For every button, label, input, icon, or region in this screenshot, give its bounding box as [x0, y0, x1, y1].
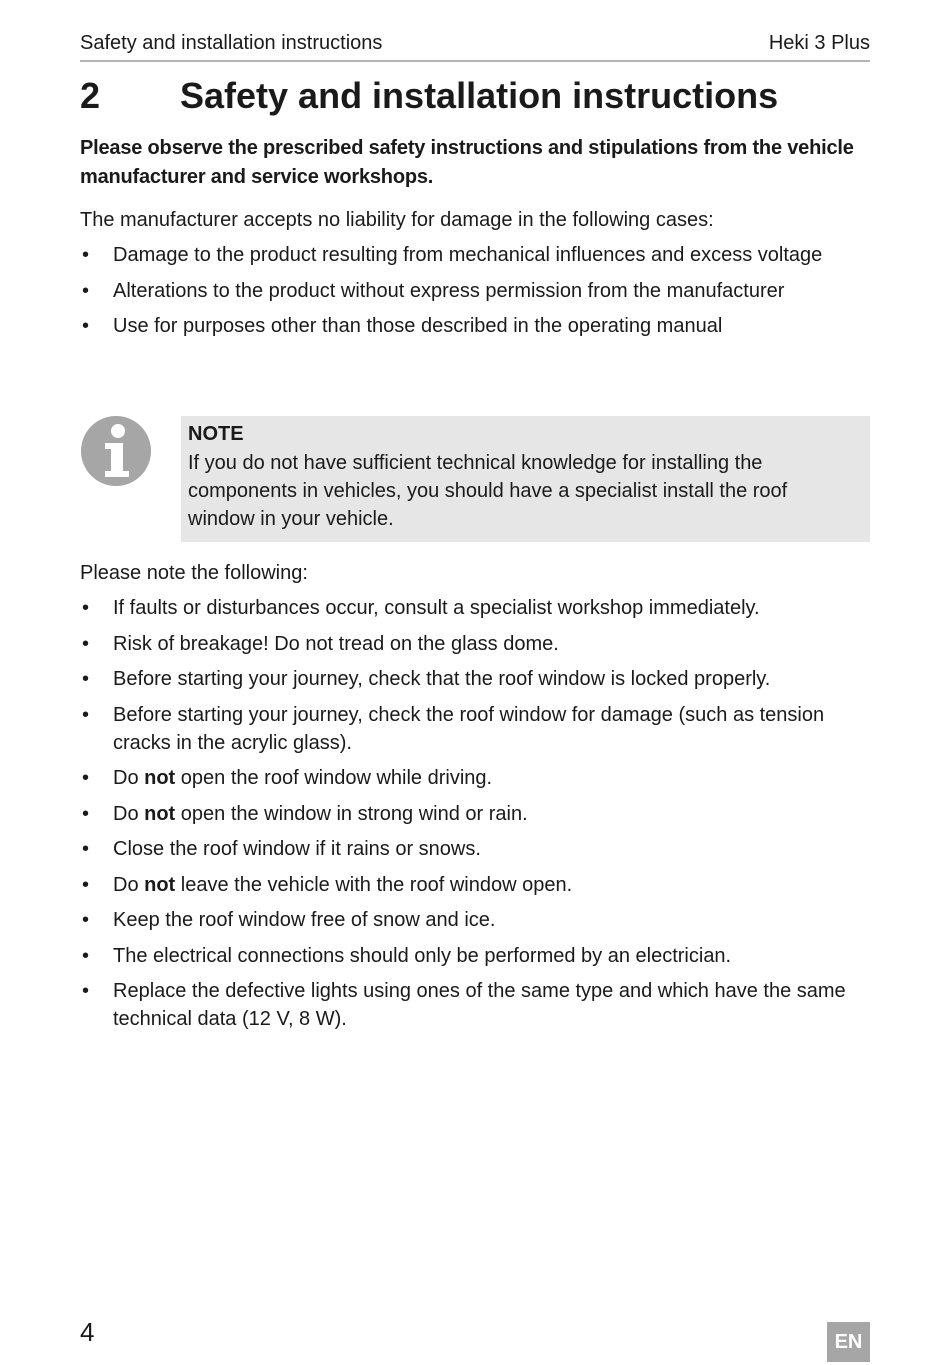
list-item-text: Close the roof window if it rains or snows. [113, 838, 481, 860]
bullet-icon: • [82, 279, 90, 302]
header-product-name: Heki 3 Plus [768, 32, 870, 54]
list-item [80, 835, 880, 863]
list-item-text: If faults or disturbances occur, consult a specialist workshop immediately. [113, 597, 760, 619]
intro-paragraph: Please observe the prescribed safety instructions and stipulations from the vehicle manufacturer and service workshops. [80, 137, 854, 188]
language-badge: EN [827, 1322, 870, 1362]
please-note-paragraph: Please note the following: [80, 562, 308, 584]
list-item [80, 241, 880, 269]
page-number: 4 [80, 1317, 95, 1347]
list-item-text: The electrical connections should only be performed by an electrician. [113, 944, 732, 967]
list-item [80, 630, 880, 658]
list-item [80, 594, 880, 622]
note-text: If you do not have sufficient technical knowledge for installing the components in vehicles, you should have a specialist install the roof window in your vehicle. [188, 452, 788, 530]
chapter-heading [80, 72, 870, 120]
list-item [80, 665, 880, 693]
list-item [80, 277, 880, 305]
bullet-icon: • [82, 668, 90, 690]
info-icon [80, 415, 152, 487]
list-item-text-pre: Do [113, 802, 145, 825]
bullet-icon: • [82, 944, 90, 967]
liability-paragraph: The manufacturer accepts no liability for damage in the following cases: [80, 209, 714, 231]
list-item [80, 312, 880, 340]
list-item [80, 701, 880, 757]
list-item-text: Use for purposes other than those described in the operating manual [113, 315, 723, 337]
liability-list [80, 241, 880, 348]
list-item [80, 906, 880, 934]
list-item-text: Keep the roof window free of snow and ice. [113, 909, 496, 931]
bullet-icon: • [82, 767, 90, 789]
list-item-text: Risk of breakage! Do not tread on the glass dome. [113, 632, 559, 655]
emphasis-not: not [144, 873, 176, 896]
list-item-text-pre: Do [113, 767, 145, 789]
list-item-text: Before starting your journey, check that the roof window is locked properly. [113, 668, 771, 690]
list-item-text: Alterations to the product without express permission from the manufacturer [113, 279, 785, 302]
bullet-icon: • [82, 873, 90, 896]
list-item [80, 942, 880, 970]
header-section-title: Safety and installation instructions [80, 32, 383, 54]
bullet-icon: • [82, 315, 90, 337]
bullet-icon: • [82, 838, 90, 860]
safety-notes-list [80, 594, 880, 1041]
list-item-text: Damage to the product resulting from mechanical influences and excess voltage [113, 244, 823, 266]
list-item-text-post: leave the vehicle with the roof window open. [175, 873, 573, 896]
bullet-icon: • [82, 909, 90, 931]
list-item-text: Before starting your journey, check the roof window for damage (such as tension cracks in the acrylic glass). [113, 703, 825, 754]
note-title: NOTE [188, 423, 244, 445]
bullet-icon: • [82, 980, 90, 1002]
list-item [80, 764, 880, 792]
chapter-title: Safety and installation instructions [180, 75, 779, 116]
note-box [181, 416, 870, 542]
list-item-text: Replace the defective lights using ones of the same type and which have the same technical data (12 V, 8 W). [113, 980, 846, 1030]
bullet-icon: • [82, 703, 90, 726]
bullet-icon: • [82, 244, 90, 266]
list-item-text-post: open the window in strong wind or rain. [175, 802, 528, 825]
bullet-icon: • [82, 597, 90, 619]
page-header [80, 30, 870, 62]
list-item-text-pre: Do [113, 873, 145, 896]
chapter-number: 2 [80, 75, 101, 116]
list-item [80, 871, 880, 899]
emphasis-not: not [144, 802, 176, 825]
list-item-text-post: open the roof window while driving. [175, 767, 493, 789]
bullet-icon: • [82, 632, 90, 655]
emphasis-not: not [144, 767, 176, 789]
list-item [80, 800, 880, 828]
list-item [80, 977, 880, 1033]
bullet-icon: • [82, 802, 90, 825]
